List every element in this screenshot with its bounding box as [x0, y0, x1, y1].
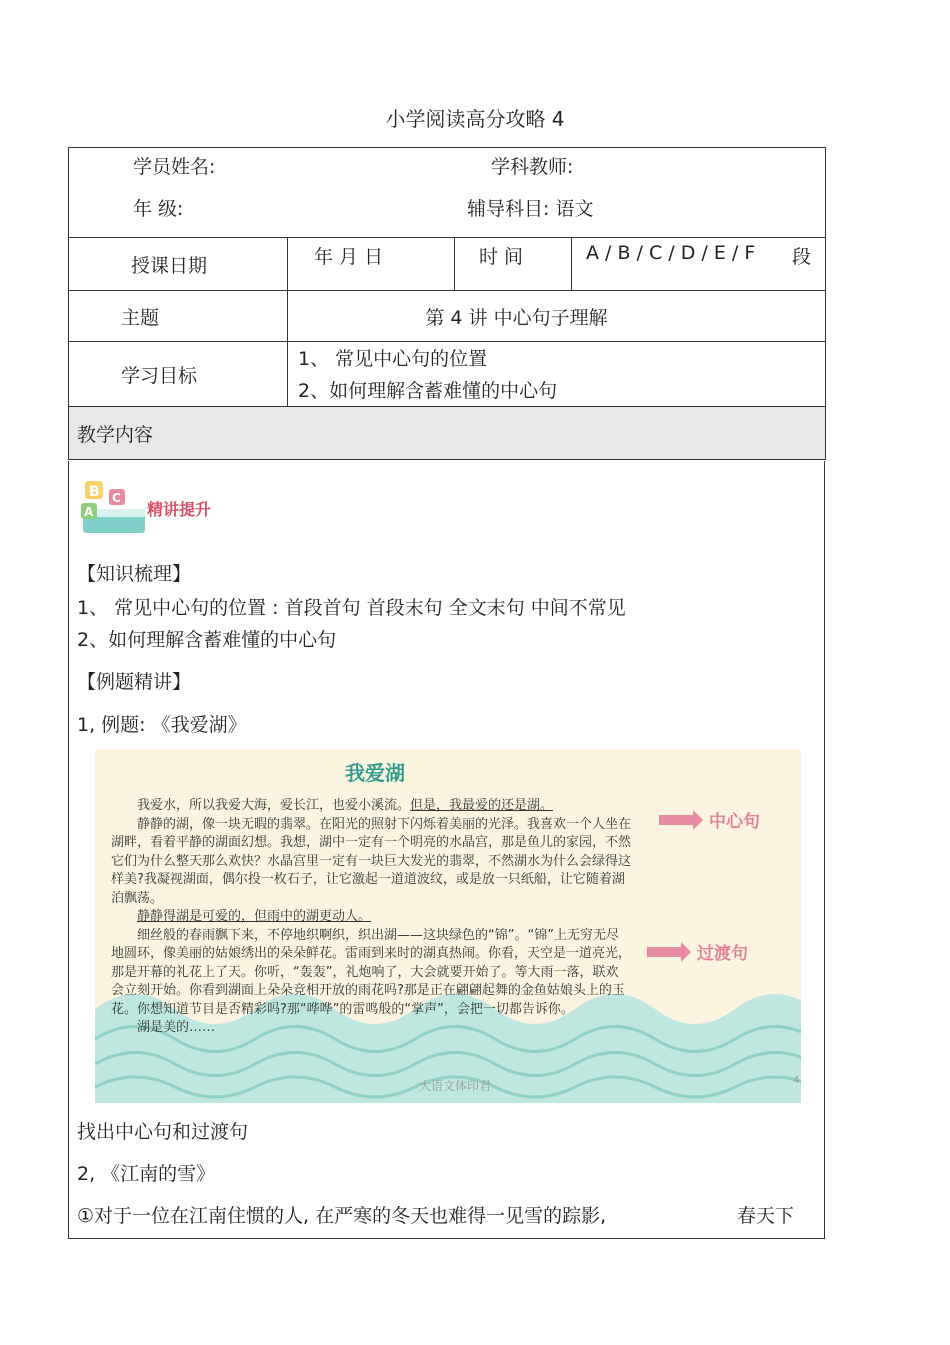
arrow-right-icon	[659, 815, 693, 825]
note-central-sentence: 中心句	[659, 807, 760, 832]
badge-text: 精讲提升	[147, 500, 212, 519]
topic-value-cell: 第 4 讲 中心句子理解	[288, 291, 826, 342]
transition-sentence: 静静得湖是可爱的，但雨中的湖更动人。	[137, 909, 372, 924]
example-1-label: 1, 例题: 《我爱湖》	[77, 714, 247, 736]
date-label-cell: 授课日期	[69, 238, 288, 291]
example-2-label: 2, 《江南的雪》	[77, 1163, 216, 1185]
goal-label-cell: 学习目标	[69, 342, 288, 407]
teacher-label: 学科教师:	[491, 156, 574, 178]
watermark: 大语文体印君	[419, 1079, 492, 1093]
content-header-cell: 教学内容	[69, 407, 826, 460]
example-2-text-end: 春天下	[737, 1205, 795, 1227]
passage-title: 我爱湖	[345, 761, 405, 785]
note-transition-sentence: 过渡句	[647, 939, 748, 964]
date-value-cell: 年 月 日	[288, 238, 455, 291]
svg-text:A: A	[84, 505, 94, 519]
topic-label-cell: 主题	[69, 291, 288, 342]
arrow-right-icon	[647, 947, 681, 957]
student-info-cell	[69, 148, 826, 238]
document-title: 小学阅读高分攻略 4	[385, 107, 565, 131]
period-options: A / B / C / D / E / F	[586, 242, 756, 264]
goal-item: 1、 常见中心句的位置	[298, 348, 488, 370]
period-cell	[572, 238, 826, 291]
example-2-text: ①对于一位在江南住惯的人, 在严寒的冬天也难得一见雪的踪影,	[77, 1205, 607, 1227]
svg-text:C: C	[112, 491, 121, 505]
student-name-label: 学员姓名:	[133, 156, 216, 178]
example-1-task: 找出中心句和过渡句	[77, 1121, 249, 1143]
knowledge-point: 2、如何理解含蓄难懂的中心句	[77, 629, 337, 651]
passage-text: 我爱水，所以我爱大海，爱长江，也爱小溪流。但是，我最爱的还是湖。 静静的湖，像一块无暇的翡翠。在阳光的照射下闪烁着美丽的光泽。我喜欢一个人坐在湖畔，看着平静的湖面幻想。我想，湖中一定有一个明亮的水晶宫，那是鱼儿的家园，不然它们为什么整天那么欢快？水晶宫里一定有一块巨大发光的翡翠，不然湖水为什么会绿得这样美?我凝视湖面，偶尔投一枚石子，让它激起一道道波纹，或是放一只纸船，让它随着湖泊飘荡。 静静得湖是可爱的，但雨中的湖更动人。 细丝般的春雨飘下来，不停地织啊织，织出湖——这块绿色的“锦”。“锦”上无穷无尽地圆环，像美丽的姑娘绣出的朵朵鲜花。雷雨到来时的湖真热闹。你看，天空是一道亮光，那是开幕的礼花上了天。你听，“轰轰”，礼炮响了，大会就要开始了。等大雨一落，联欢会立刻开始。你看到湖面上朵朵竞相开放的雨花吗?那是正在翩翩起舞的金鱼姑娘头上的玉花。你想知道节目是否精彩吗?那“哗哗”的雷鸣般的“掌声”，会把一切都告诉你。 湖是美的……	[111, 798, 632, 1035]
goal-item: 2、如何理解含蓄难懂的中心句	[298, 380, 558, 402]
teaching-content	[68, 461, 825, 1239]
grade-label: 年 级:	[133, 198, 184, 220]
course-info-table	[68, 147, 826, 460]
example-section-heading: 【例题精讲】	[77, 671, 192, 693]
abc-blocks-book-icon	[79, 475, 239, 541]
knowledge-section-heading: 【知识梳理】	[77, 563, 192, 585]
goal-value-cell	[288, 342, 826, 407]
knowledge-point: 1、 常见中心句的位置 : 首段首句 首段末句 全文末句 中间不常见	[77, 597, 626, 619]
svg-text:B: B	[89, 484, 100, 500]
central-sentence: 但是，我最爱的还是湖。	[410, 798, 554, 813]
example-passage-image	[95, 749, 801, 1103]
time-label-cell: 时 间	[455, 238, 572, 291]
subject-label: 辅导科目: 语文	[467, 198, 594, 220]
period-suffix: 段	[792, 246, 812, 268]
page-mark: 4	[793, 1075, 800, 1086]
